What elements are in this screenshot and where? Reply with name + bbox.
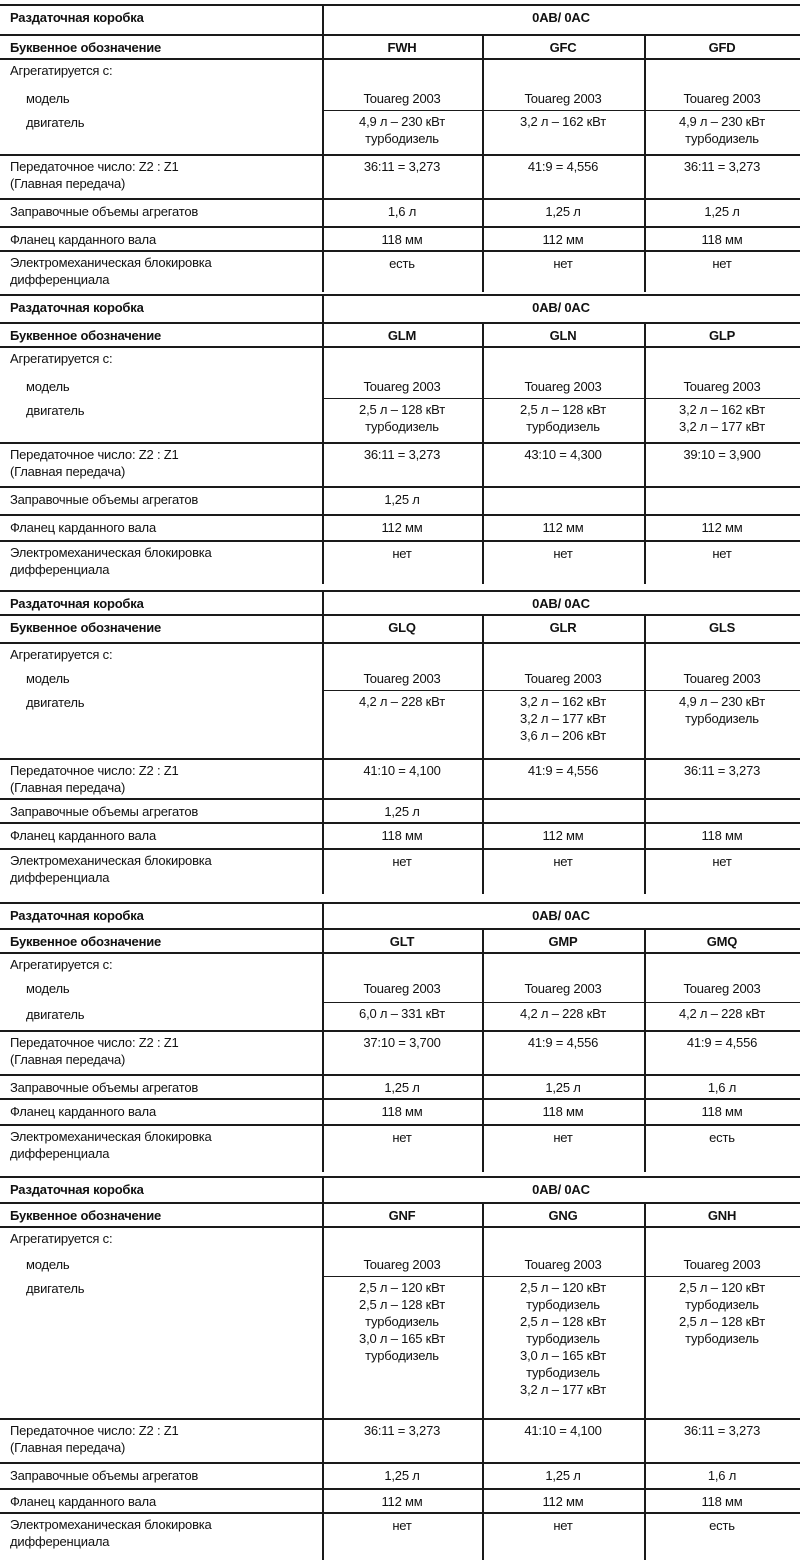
label-engine: двигатель [26, 403, 85, 418]
label-model: модель [26, 981, 70, 996]
lock-cell: есть [389, 256, 415, 271]
label-fill: Заправочные объемы агрегатов [10, 492, 199, 507]
rule-h [322, 690, 800, 691]
label-model: модель [26, 379, 70, 394]
rule-h [0, 1098, 800, 1100]
code-cell: GNF [388, 1208, 416, 1223]
rule-h [0, 590, 800, 592]
type-code: 0AB/ 0AC [532, 596, 590, 611]
engine-cell: 2,5 л – 128 кВт турбодизель [520, 402, 606, 434]
label-ratio: Передаточное число: Z2 : Z1 [10, 763, 179, 778]
ratio-cell: 36:11 = 3,273 [683, 159, 761, 174]
label-ratio: Передаточное число: Z2 : Z1 [10, 447, 179, 462]
rule-h [0, 58, 800, 60]
lock-cell: нет [712, 256, 732, 271]
lock-cell: нет [553, 546, 573, 561]
label-ratio: Передаточное число: Z2 : Z1 [10, 159, 179, 174]
label-box: Раздаточная коробка [10, 10, 144, 25]
rule-h [0, 442, 800, 444]
flange-cell: 118 мм [381, 1104, 423, 1119]
lock-cell: нет [712, 546, 732, 561]
label-lock: Электромеханическая блокировка [10, 1517, 212, 1532]
engine-cell: 4,2 л – 228 кВт [359, 694, 445, 709]
model-cell: Touareg 2003 [524, 671, 602, 686]
label-flange: Фланец карданного вала [10, 520, 156, 535]
label-agg: Агрегатируется с: [10, 351, 113, 366]
rule-h [0, 1074, 800, 1076]
label-flange: Фланец карданного вала [10, 1104, 156, 1119]
label-ratio-sub: (Главная передача) [10, 176, 126, 191]
rule-h [0, 902, 800, 904]
model-cell: Touareg 2003 [363, 379, 441, 394]
code-cell: GLS [708, 620, 736, 635]
fill-cell: 1,25 л [704, 204, 740, 219]
model-cell: Touareg 2003 [524, 981, 602, 996]
rule-h [0, 486, 800, 488]
label-lock-sub: дифференциала [10, 562, 110, 577]
code-cell: GMP [548, 934, 578, 949]
ratio-cell: 36:11 = 3,273 [683, 1423, 761, 1438]
rule-h [0, 1226, 800, 1228]
engine-cell: 4,2 л – 228 кВт [520, 1006, 606, 1021]
label-flange: Фланец карданного вала [10, 828, 156, 843]
ratio-cell: 36:11 = 3,273 [683, 763, 761, 778]
label-code: Буквенное обозначение [10, 40, 162, 55]
label-box: Раздаточная коробка [10, 596, 144, 611]
lock-cell: нет [553, 854, 573, 869]
lock-cell: нет [392, 854, 412, 869]
code-cell: GLT [389, 934, 415, 949]
label-lock-sub: дифференциала [10, 1534, 110, 1549]
lock-cell: нет [553, 256, 573, 271]
fill-cell: 1,25 л [384, 1080, 420, 1095]
code-cell: GLN [549, 328, 577, 343]
label-code: Буквенное обозначение [10, 328, 162, 343]
rule-h [0, 798, 800, 800]
label-lock: Электромеханическая блокировка [10, 853, 212, 868]
lock-cell: нет [553, 1518, 573, 1533]
code-cell: GNH [707, 1208, 737, 1223]
label-engine: двигатель [26, 115, 85, 130]
fill-cell: 1,25 л [545, 204, 581, 219]
rule-h [0, 250, 800, 252]
model-cell: Touareg 2003 [683, 379, 761, 394]
fill-cell: 1,6 л [707, 1080, 737, 1095]
flange-cell: 118 мм [701, 232, 743, 247]
rule-h [0, 1512, 800, 1514]
label-model: модель [26, 1257, 70, 1272]
engine-cell: 4,2 л – 228 кВт [679, 1006, 765, 1021]
label-fill: Заправочные объемы агрегатов [10, 804, 199, 819]
label-agg: Агрегатируется с: [10, 957, 113, 972]
label-flange: Фланец карданного вала [10, 1494, 156, 1509]
model-cell: Touareg 2003 [363, 1257, 441, 1272]
label-lock: Электромеханическая блокировка [10, 545, 212, 560]
label-engine: двигатель [26, 1281, 85, 1296]
rule-h [0, 1176, 800, 1178]
engine-cell: 2,5 л – 120 кВт турбодизель 2,5 л – 128 кВт турбодизель 3,0 л – 165 кВт турбодизель 3,2 л – 177 кВт [520, 1280, 606, 1397]
rule-h [322, 1276, 800, 1277]
label-engine: двигатель [26, 1007, 85, 1022]
engine-cell: 3,2 л – 162 кВт 3,2 л – 177 кВт [679, 402, 765, 434]
label-agg: Агрегатируется с: [10, 63, 113, 78]
label-lock: Электромеханическая блокировка [10, 1129, 212, 1144]
ratio-cell: 41:9 = 4,556 [686, 1035, 758, 1050]
flange-cell: 112 мм [542, 520, 584, 535]
model-cell: Touareg 2003 [363, 91, 441, 106]
lock-cell: нет [392, 1130, 412, 1145]
engine-cell: 2,5 л – 120 кВт 2,5 л – 128 кВт турбодизель 3,0 л – 165 кВт турбодизель [359, 1280, 445, 1363]
rule-h [0, 226, 800, 228]
type-code: 0AB/ 0AC [532, 10, 590, 25]
rule-h [0, 928, 800, 930]
label-lock-sub: дифференциала [10, 870, 110, 885]
ratio-cell: 41:9 = 4,556 [527, 1035, 599, 1050]
rule-h [0, 34, 800, 36]
engine-cell: 3,2 л – 162 кВт [520, 114, 606, 129]
model-cell: Touareg 2003 [683, 671, 761, 686]
rule-h [0, 952, 800, 954]
rule-h [0, 1124, 800, 1126]
flange-cell: 118 мм [381, 232, 423, 247]
rule-h [0, 1418, 800, 1420]
label-ratio-sub: (Главная передача) [10, 1052, 126, 1067]
rule-h [322, 398, 800, 399]
fill-cell: 1,25 л [545, 1468, 581, 1483]
label-fill: Заправочные объемы агрегатов [10, 204, 199, 219]
flange-cell: 118 мм [701, 828, 743, 843]
model-cell: Touareg 2003 [524, 91, 602, 106]
rule-h [0, 4, 800, 6]
label-lock: Электромеханическая блокировка [10, 255, 212, 270]
rule-h [0, 1202, 800, 1204]
rule-h [0, 1030, 800, 1032]
lock-cell: есть [709, 1130, 735, 1145]
engine-cell: 6,0 л – 331 кВт [359, 1006, 445, 1021]
label-flange: Фланец карданного вала [10, 232, 156, 247]
fill-cell: 1,25 л [545, 1080, 581, 1095]
label-engine: двигатель [26, 695, 85, 710]
rule-h [0, 758, 800, 760]
ratio-cell: 37:10 = 3,700 [363, 1035, 441, 1050]
rule-h [0, 822, 800, 824]
flange-cell: 112 мм [381, 1494, 423, 1509]
flange-cell: 112 мм [542, 828, 584, 843]
code-cell: GNG [548, 1208, 578, 1223]
rule-v [482, 614, 484, 894]
rule-h [322, 1002, 800, 1003]
rule-v [644, 614, 646, 894]
code-cell: GLQ [388, 620, 416, 635]
rule-h [0, 1462, 800, 1464]
label-code: Буквенное обозначение [10, 620, 162, 635]
type-code: 0AB/ 0AC [532, 908, 590, 923]
rule-h [0, 198, 800, 200]
rule-h [0, 346, 800, 348]
engine-cell: 4,9 л – 230 кВт турбодизель [679, 694, 765, 726]
code-cell: GFD [708, 40, 736, 55]
fill-cell: 1,25 л [384, 804, 420, 819]
code-cell: GLM [387, 328, 417, 343]
label-box: Раздаточная коробка [10, 1182, 144, 1197]
lock-cell: нет [392, 1518, 412, 1533]
rule-h [0, 614, 800, 616]
label-ratio: Передаточное число: Z2 : Z1 [10, 1423, 179, 1438]
fill-cell: 1,25 л [384, 1468, 420, 1483]
label-fill: Заправочные объемы агрегатов [10, 1468, 199, 1483]
label-lock-sub: дифференциала [10, 272, 110, 287]
engine-cell: 2,5 л – 128 кВт турбодизель [359, 402, 445, 434]
model-cell: Touareg 2003 [363, 981, 441, 996]
label-box: Раздаточная коробка [10, 908, 144, 923]
rule-h [0, 514, 800, 516]
engine-cell: 2,5 л – 120 кВт турбодизель 2,5 л – 128 кВт турбодизель [679, 1280, 765, 1346]
flange-cell: 112 мм [701, 520, 743, 535]
rule-h [322, 110, 800, 111]
lock-cell: есть [709, 1518, 735, 1533]
lock-cell: нет [553, 1130, 573, 1145]
rule-h [0, 1488, 800, 1490]
model-cell: Touareg 2003 [524, 1257, 602, 1272]
type-code: 0AB/ 0AC [532, 300, 590, 315]
flange-cell: 112 мм [381, 520, 423, 535]
flange-cell: 112 мм [542, 232, 584, 247]
label-code: Буквенное обозначение [10, 1208, 162, 1223]
model-cell: Touareg 2003 [683, 1257, 761, 1272]
ratio-cell: 41:10 = 4,100 [363, 763, 441, 778]
flange-cell: 118 мм [701, 1104, 743, 1119]
rule-h [0, 540, 800, 542]
flange-cell: 118 мм [542, 1104, 584, 1119]
fill-cell: 1,6 л [707, 1468, 737, 1483]
code-cell: GFC [549, 40, 577, 55]
rule-h [0, 642, 800, 644]
label-model: модель [26, 91, 70, 106]
ratio-cell: 39:10 = 3,900 [683, 447, 761, 462]
ratio-cell: 43:10 = 4,300 [524, 447, 602, 462]
type-code: 0AB/ 0AC [532, 1182, 590, 1197]
label-lock-sub: дифференциала [10, 1146, 110, 1161]
label-ratio: Передаточное число: Z2 : Z1 [10, 1035, 179, 1050]
model-cell: Touareg 2003 [524, 379, 602, 394]
model-cell: Touareg 2003 [683, 981, 761, 996]
label-ratio-sub: (Главная передача) [10, 780, 126, 795]
rule-h [0, 322, 800, 324]
label-agg: Агрегатируется с: [10, 1231, 113, 1246]
rule-h [0, 154, 800, 156]
label-ratio-sub: (Главная передача) [10, 1440, 126, 1455]
ratio-cell: 36:11 = 3,273 [363, 447, 441, 462]
flange-cell: 118 мм [701, 1494, 743, 1509]
label-ratio-sub: (Главная передача) [10, 464, 126, 479]
engine-cell: 3,2 л – 162 кВт 3,2 л – 177 кВт 3,6 л – 206 кВт [520, 694, 606, 743]
model-cell: Touareg 2003 [683, 91, 761, 106]
code-cell: FWH [387, 40, 417, 55]
rule-h [0, 848, 800, 850]
code-cell: GMQ [706, 934, 738, 949]
label-model: модель [26, 671, 70, 686]
rule-h [0, 294, 800, 296]
label-agg: Агрегатируется с: [10, 647, 113, 662]
flange-cell: 118 мм [381, 828, 423, 843]
ratio-cell: 36:11 = 3,273 [363, 1423, 441, 1438]
label-box: Раздаточная коробка [10, 300, 144, 315]
code-cell: GLP [708, 328, 736, 343]
label-code: Буквенное обозначение [10, 934, 162, 949]
ratio-cell: 41:10 = 4,100 [524, 1423, 602, 1438]
label-fill: Заправочные объемы агрегатов [10, 1080, 199, 1095]
ratio-cell: 41:9 = 4,556 [527, 159, 599, 174]
code-cell: GLR [549, 620, 577, 635]
lock-cell: нет [392, 546, 412, 561]
fill-cell: 1,6 л [387, 204, 417, 219]
flange-cell: 112 мм [542, 1494, 584, 1509]
fill-cell: 1,25 л [384, 492, 420, 507]
model-cell: Touareg 2003 [363, 671, 441, 686]
engine-cell: 4,9 л – 230 кВт турбодизель [359, 114, 445, 146]
engine-cell: 4,9 л – 230 кВт турбодизель [679, 114, 765, 146]
ratio-cell: 41:9 = 4,556 [527, 763, 599, 778]
ratio-cell: 36:11 = 3,273 [363, 159, 441, 174]
lock-cell: нет [712, 854, 732, 869]
